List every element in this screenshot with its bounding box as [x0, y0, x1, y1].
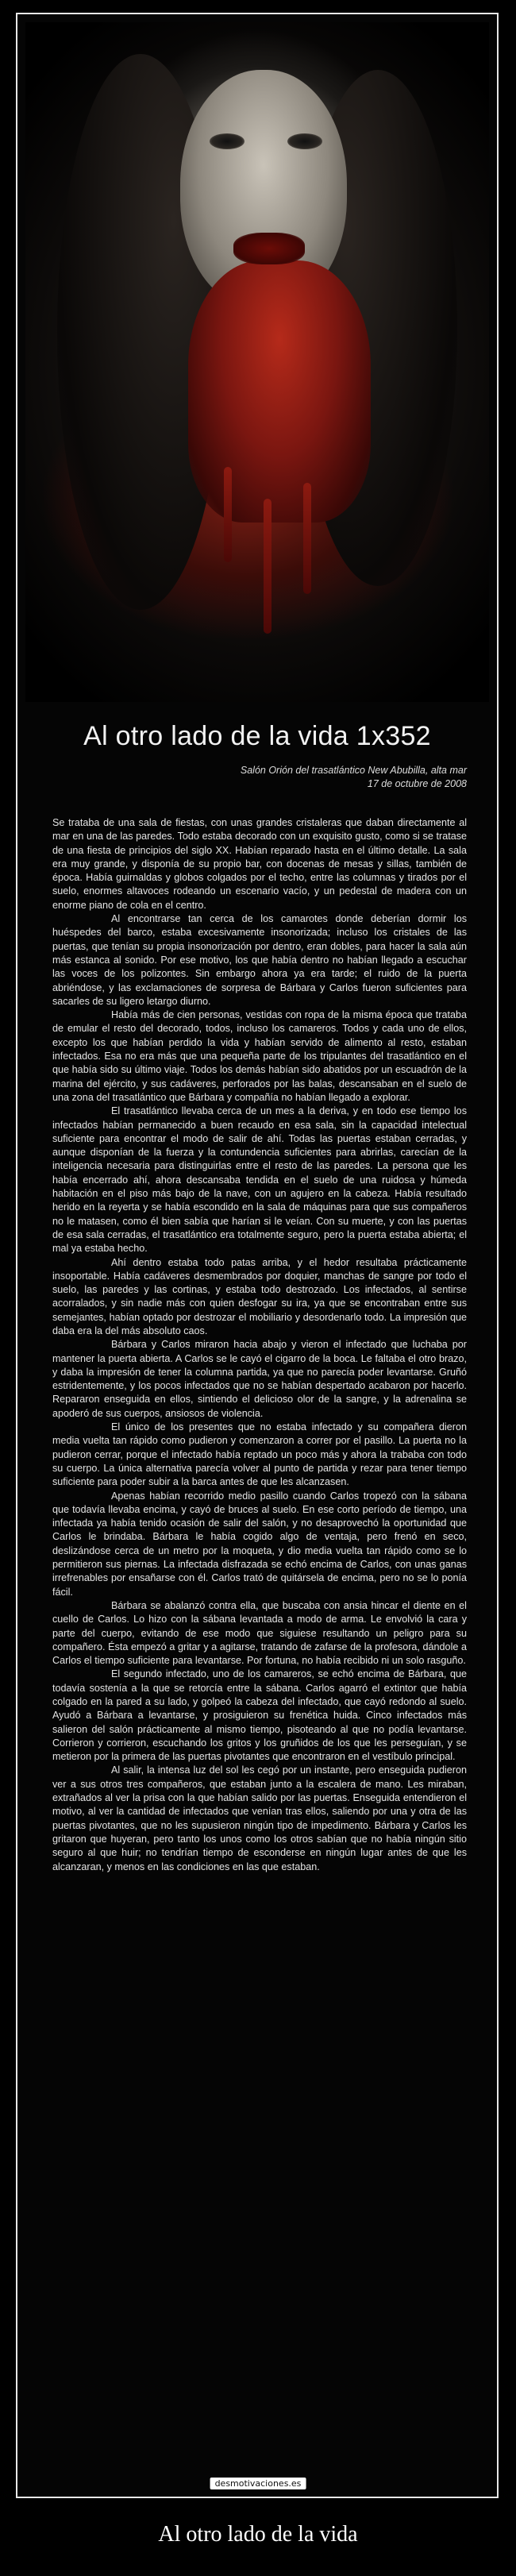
site-watermark[interactable]: desmotivaciones.es [210, 2478, 306, 2489]
poster-title: Al otro lado de la vida 1x352 [83, 721, 431, 751]
paragraph: El segundo infectado, uno de los camareros, se echó encima de Bárbara, que todavía sostenía a la que se retorcía entre la sábana. Carlos agarró el extintor que había colgado en la pared a su lado, y golpeó la cabeza del infectado, que cayó redondo al suelo. Ayudó a Bárbara a levantarse, y prosiguieron su frenética huida. Cinco infectados más salieron del salón prácticamente al mismo tiempo, pisoteando al que no podía levantarse. Corrieron y corrieron, escuchando los gritos y los gruñidos de los que les perseguían, y se metieron por la primera de las puertas pivotantes que encontraron en el vestíbulo principal. [52, 1668, 467, 1763]
zombie-woman-photo [25, 22, 489, 702]
blood-drip [264, 499, 271, 634]
paragraph: Bárbara y Carlos miraron hacia abajo y vieron el infectado que luchaba por mantener la puerta abierta. A Carlos se le cayó el cigarro de la boca. Le faltaba el otro brazo, y daba la impresión de tener la columna partida, ya que no parecía poder levantarse. Gruñó estridentemente, y los pocos infectados que no se habían despertado acabaron por hacerlo. Repararon enseguida en ellos, sintiendo el delicioso olor de la sangre, y la adrenalina se apoderó de sus cuerpos, ansiosos de violencia. [52, 1339, 467, 1419]
paragraph: Al salir, la intensa luz del sol les cegó por un instante, pero enseguida pudieron ver a sus otros tres compañeros, que estaban junto a la escalera de mano. Les miraban, extrañados al ver la prisa con la que habían salido por las puertas. Enseguida entendieron el motivo, al ver la cantidad de infectados que venían tras ellos, saliendo por una y otra de las puertas pivotantes, que no les supusieron ningún tipo de impedimento. Bárbara y Carlos les gritaron que huyeran, pero tanto los unos como los otros sabían que no había ningún sitio seguro al que huir; no tendrían tiempo de esconderse en ningún lugar antes de que les alcanzaran, y menos en las condiciones en las que estaban. [52, 1764, 467, 1872]
blood-drip [224, 467, 232, 562]
paragraph: Bárbara se abalanzó contra ella, que buscaba con ansia hincar el diente en el cuello de Carlos. Lo hizo con la sábana levantada a modo de arma. Le envolvió la cara y parte del cuerpo, evitando de ese modo que siguiese resultando un peligro para su compañero. Ésta empezó a gritar y a agitarse, tratando de zafarse de la profesora, dándole a Carlos el tiempo suficiente para levantarse. Por fortuna, no había recibido ni un solo rasguño. [52, 1599, 467, 1667]
date-line: 17 de octubre de 2008 [367, 778, 467, 789]
caption: Al otro lado de la vida [158, 2522, 358, 2547]
blood-drip [303, 483, 311, 594]
paragraph: Ahí dentro estaba todo patas arriba, y el hedor resultaba prácticamente insoportable. Había cadáveres desmembrados por doquier, manchas de sangre por todo el suelo, las paredes y las cortinas, y estaba todo destrozado. Los infectados, al sentirse acorralados, y sin nadie más con quien desfogar su ira, ya que se encontraban entre sus semejantes, habían optado por destrozar el mobiliario y desordenarlo todo. La impresión que daba era la del más absoluto caos. [52, 1256, 467, 1336]
bloody-hand [188, 260, 371, 523]
paragraph: Había más de cien personas, vestidas con ropa de la misma época que trataba de emular el resto del decorado, todos, incluso los camareros. Todos y cada uno de ellos, excepto los que habían perdido la vida y habían servido de alimento al resto, estaban infectados. Esa no era más que una pequeña parte de los tripulantes del trasatlántico en el que había sido su último viaje. Todos los demás habían sido abatidos por un escuadrón de la marina del ejército, y sus cadáveres, perforados por las balas, descansaban en el suelo de una zona del trasatlántico que Bárbara y compañía no habían llegado a explorar. [52, 1009, 467, 1103]
paragraph: Apenas habían recorrido medio pasillo cuando Carlos tropezó con la sábana que todavía llevaba encima, y cayó de bruces al suelo. En ese corto período de tiempo, una infectada ya había tenido ocasión de salir del salón, y no desaprovechó la oportunidad que Carlos le brindaba. Bárbara le había cogido algo de ventaja, pero frenó en seco, deslizándose cerca de un metro por la moqueta, y dio media vuelta tan rápido como se lo permitieron sus piernas. La infectada disfrazada se echó encima de Carlos, con unas ganas irrefrenables por ensañarse con él. Carlos trató de quitársela de encima, pero no se lo ponía fácil. [52, 1490, 467, 1598]
story-text [52, 816, 467, 1874]
right-eye [287, 133, 322, 149]
bloody-mouth [233, 233, 305, 264]
left-eye [210, 133, 245, 149]
paragraph: El único de los presentes que no estaba infectado y su compañera dieron media vuelta tan rápido como pudieron y comenzaron a correr por el pasillo. La puerta no la pudieron cerrar, porque el infectado había reptado un poco más y ahora la trababa con todo su cuerpo. La única alternativa parecía volver al punto de partida y rezar para tener tiempo suficiente para poder subir a la barca antes de que les alcanzasen. [52, 1421, 467, 1488]
paragraph: Se trataba de una sala de fiestas, con unas grandes cristaleras que daban directamente al mar en una de las paredes. Todo estaba decorado con un exquisito gusto, como si se tratase de una fiesta de principios del siglo XX. Habían reparado hasta en el último detalle. La sala era muy grande, y disponía de su propio bar, con docenas de mesas y sillas, también de época. Había guirnaldas y globos colgados por el techo, entre las columnas y tirados por el suelo, enormes altavoces rodeando un escenario vacío, y un pedestal de madera con un enorme piano de cola en el centro. [52, 817, 467, 911]
paragraph: Al encontrarse tan cerca de los camarotes donde deberían dormir los huéspedes del barco, estaba excesivamente insonorizada; incluso los cristales de las puertas, que tenían su propia insonorización por dentro, eran dobles, para hacer la sala aún más estanca al sonido. Por ese motivo, los que había dentro no habían llegado a escuchar las voces de los polizontes. Sin embargo ahora ya era tarde; el ruido de la puerta abriéndose, y las exclamaciones de sorpresa de Bárbara y Carlos fueron suficientes para sacarles de su ligero letargo diurno. [52, 913, 467, 1007]
location-line: Salón Orión del trasatlántico New Abubilla, alta mar [240, 765, 467, 776]
poster-frame [16, 13, 499, 2498]
paragraph: El trasatlántico llevaba cerca de un mes a la deriva, y en todo ese tiempo los infectados habían permanecido a buen recaudo en esa sala, sin la capacidad intelectual suficiente para encontrar el modo de salir de ahí. Todas las puertas estaban cerradas, y aunque disponían de la fuerza y la contundencia suficientes para abrirlas, carecían de la inteligencia necesaria para distinguirlas entre el resto de las paredes. La persona que les había encerrado ahí, ahora descansaba tendida en el suelo de una ruidosa y húmeda habitación en el piso más bajo de la nave, con un agujero en la cabeza. Había resultado herido en la reyerta y se había escondido en la sala de máquinas para que sus compañeros no le matasen, como él bien sabía que harían si le veían. Con su muerte, y con las puertas de esa sala cerradas, el trasatlántico era totalmente seguro, pero la puerta estaba abierta; el mal ya estaba hecho. [52, 1105, 467, 1255]
